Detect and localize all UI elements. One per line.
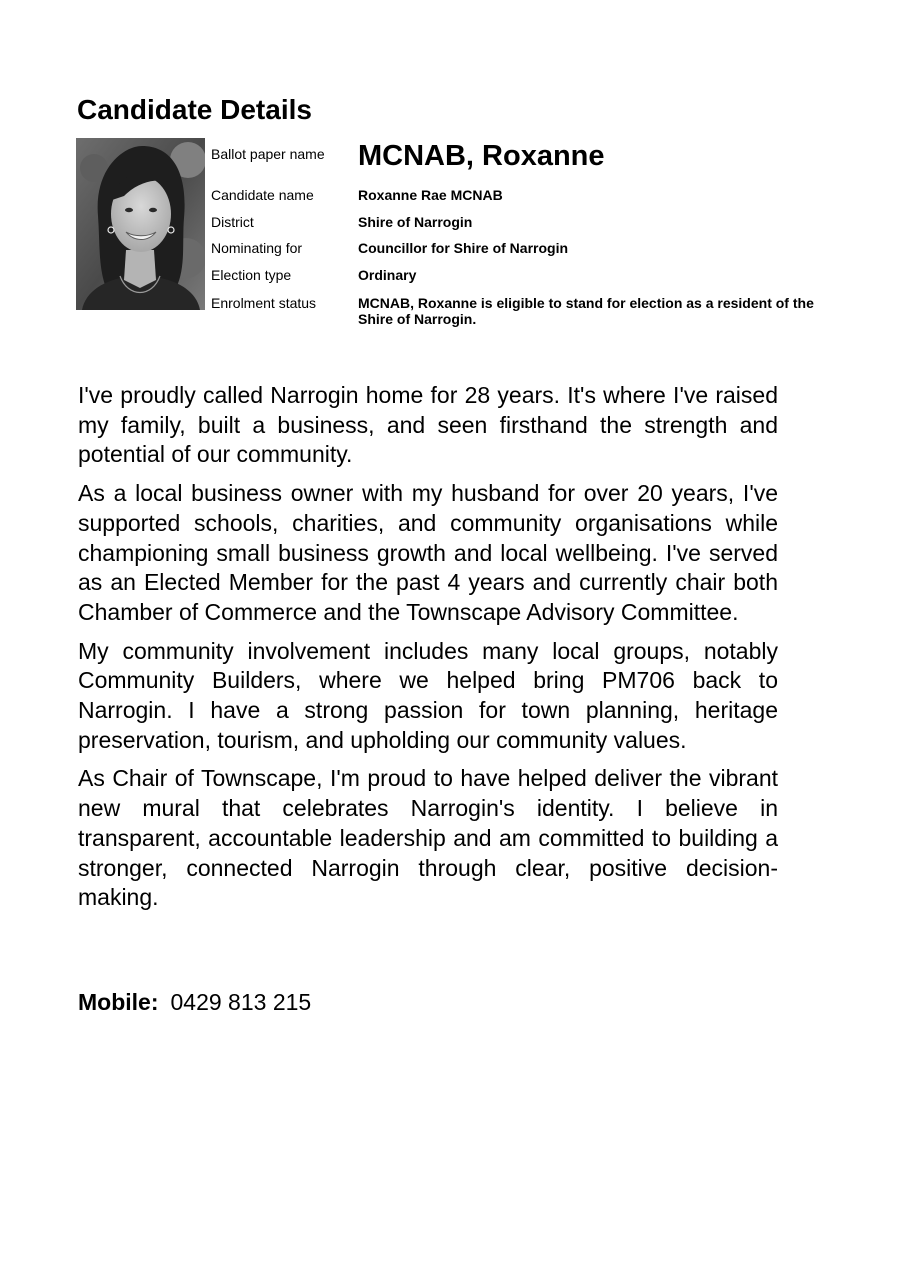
page-title: Candidate Details [77, 94, 312, 125]
district-value: Shire of Narrogin [358, 214, 473, 230]
candidate-name-value: Roxanne Rae MCNAB [358, 187, 503, 203]
candidate-statement [78, 381, 778, 922]
candidate-photo [76, 138, 205, 310]
district-label: District [211, 214, 254, 230]
statement-paragraph: I've proudly called Narrogin home for 28 years. It's where I've raised my family, built a business, and seen firsthand the strength and potential of our community. [78, 382, 778, 468]
enrolment-status-label: Enrolment status [211, 295, 317, 311]
nominating-for-value: Councillor for Shire of Narrogin [358, 240, 569, 256]
enrolment-status-value: MCNAB, Roxanne is eligible to stand for election as a resident of the Shire of Narrogin. [358, 295, 814, 327]
contact-info [78, 987, 311, 1017]
mobile-number: 0429 813 215 [170, 989, 312, 1015]
statement-paragraph: My community involvement includes many local groups, notably Community Builders, where we helped bring PM706 back to Narrogin. I have a strong passion for town planning, heritage preservation, tourism, and upholding our community values. [78, 637, 778, 753]
mobile-label: Mobile: [78, 989, 159, 1015]
election-type-value: Ordinary [358, 267, 417, 283]
candidate-name-label: Candidate name [211, 187, 314, 203]
statement-paragraph: As a local business owner with my husband for over 20 years, I've supported schools, charities, and community organisations while championing small business growth and local wellbeing. I've served as an Elected Member for the past 4 years and currently chair both Chamber of Commerce and the Townscape Advisory Committee. [78, 480, 778, 625]
ballot-paper-name-value: MCNAB, Roxanne [358, 140, 605, 172]
election-type-label: Election type [211, 267, 292, 283]
nominating-for-label: Nominating for [211, 240, 303, 256]
ballot-paper-name-label: Ballot paper name [211, 146, 325, 162]
statement-paragraph: As Chair of Townscape, I'm proud to have helped deliver the vibrant new mural that celebrates Narrogin's identity. I believe in transparent, accountable leadership and am committed to building a stronger, connected Narrogin through clear, positive decision-making. [78, 765, 778, 911]
